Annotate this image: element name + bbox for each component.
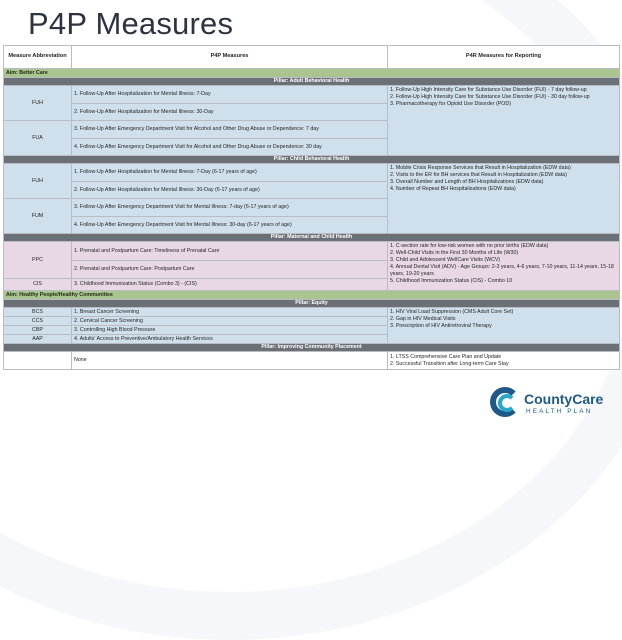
p4p-cell: 1. Follow-Up After Hospitalization for Mental Illness: 7-Day (6-17 years of age)	[72, 164, 388, 182]
p4r-item: 1. LTSS Comprehensive Care Plan and Update	[390, 353, 502, 360]
abbr-cell: FUA	[4, 121, 72, 156]
page-title: P4P Measures	[28, 6, 234, 41]
p4r-item: 2. Well-Child Visits in the First 30 Months of Life (W30)	[390, 249, 519, 256]
p4r-item: 3. Child and Adolescent WellCare Visits (WCV)	[390, 256, 501, 263]
p4r-item: 4. Number of Repeat BH Hospitalizations (EDW data)	[390, 185, 516, 192]
abbr-cell: FUM	[4, 199, 72, 234]
abbr-cell: CCS	[4, 317, 72, 326]
abbr-cell: CIS	[4, 279, 72, 291]
table-row	[4, 86, 620, 104]
p4p-cell: 3. Controlling High Blood Pressure	[72, 326, 388, 335]
countycare-logo	[490, 385, 620, 435]
p4r-item: 2. Successful Transition after Long-term Care Stay	[390, 360, 509, 367]
aim-label: Aim: Healthy People/Healthy Communities	[4, 291, 620, 300]
abbr-cell: AAP	[4, 335, 72, 344]
measures-table-container	[3, 45, 619, 370]
abbr-cell: FUH	[4, 86, 72, 121]
header-abbr: Measure Abbreviation	[4, 46, 72, 69]
p4p-cell: 3. Follow-Up After Emergency Department Visit for Alcohol and Other Drug Abuse or Dependence: 7 day	[72, 121, 388, 139]
p4r-item: 1. Mobile Crisis Response Services that Result in Hospitalization (EDW data)	[390, 165, 571, 171]
header-p4r: P4R Measures for Reporting	[388, 46, 620, 69]
measures-table	[3, 45, 620, 370]
abbr-cell: BCS	[4, 308, 72, 317]
p4p-cell: 2. Prenatal and Postpartum Care: Postpartum Care	[72, 261, 388, 279]
p4r-cell	[388, 164, 620, 234]
pillar-row	[4, 344, 620, 352]
p4p-cell: 1. Prenatal and Postpartum Care: Timeliness of Prenatal Care	[72, 242, 388, 261]
logo-inner-arc-icon	[498, 394, 516, 412]
pillar-row	[4, 234, 620, 242]
p4p-cell: 3. Childhood Immunization Status (Combo 3) - (CIS)	[72, 279, 388, 291]
aim-label: Aim: Better Care	[4, 69, 620, 78]
p4r-item: 2. Gap in HIV Medical Visits	[390, 315, 456, 322]
p4p-cell: 1. Breast Cancer Screening	[72, 308, 388, 317]
p4p-cell: 3. Follow-Up After Emergency Department Visit for Mental Illness: 7-day (6-17 years of age)	[72, 199, 388, 217]
table-row	[4, 164, 620, 182]
aim-row	[4, 69, 620, 78]
pillar-label: Pillar: Child Behavioral Health	[4, 156, 620, 164]
abbr-cell: PPC	[4, 242, 72, 279]
p4r-item: 1. HIV Viral Load Suppression (CMS Adult Core Set)	[390, 309, 514, 315]
pillar-row	[4, 300, 620, 308]
p4r-item: 4. Annual Dental Visit (ADV) - Age Groups: 2-3 years, 4-6 years, 7-10 years, 11-14 years, 15-18 years, 19-20 years	[390, 263, 614, 277]
p4r-item: 3. Prescription of HIV Antiretroviral Therapy	[390, 322, 492, 329]
abbr-cell: CBP	[4, 326, 72, 335]
p4r-item: 5. Childhood Immunization Status (CIS) - Combo 10	[390, 277, 513, 284]
p4r-item: 3. Overall Number and Length of BH Hospitalizations (EDW data)	[390, 178, 544, 185]
p4r-item: 3. Pharmacotherapy for Opioid Use Disorder (POD)	[390, 100, 511, 107]
aim-row	[4, 291, 620, 300]
abbr-cell: FUH	[4, 164, 72, 199]
p4p-cell: 4. Adults' Access to Preventive/Ambulatory Health Services	[72, 335, 388, 344]
pillar-label: Pillar: Equity	[4, 300, 620, 308]
p4r-item: 2. Visits to the ER for BH services that Result in Hospitalization (EDW data)	[390, 171, 567, 178]
pillar-label: Pillar: Improving Community Placement	[4, 344, 620, 352]
pillar-label: Pillar: Maternal and Child Health	[4, 234, 620, 242]
header-p4p: P4P Measures	[72, 46, 388, 69]
p4r-cell	[388, 352, 620, 370]
pillar-label: Pillar: Adult Behavioral Health	[4, 78, 620, 86]
pillar-row	[4, 78, 620, 86]
p4r-item: 2. Follow-Up High Intensity Care for Substance Use Disorder (FUI) - 30 day follow-up	[390, 93, 590, 100]
p4r-item: 1. Follow-Up High Intensity Care for Substance Use Disorder (FUI) - 7 day follow-up	[390, 87, 587, 93]
p4p-cell: None	[72, 352, 388, 370]
p4p-cell: 4. Follow-Up After Emergency Department Visit for Alcohol and Other Drug Abuse or Dependence: 30 day	[72, 139, 388, 156]
p4r-cell	[388, 242, 620, 291]
table-row	[4, 352, 620, 370]
table-row	[4, 242, 620, 261]
logo-name: CountyCare	[524, 391, 604, 407]
logo-subtitle: HEALTH PLAN	[526, 408, 593, 415]
abbr-cell	[4, 352, 72, 370]
table-row	[4, 308, 620, 317]
p4r-item: 1. C-section rate for low-risk women with no prior births (EDW data)	[390, 243, 549, 249]
p4p-cell: 4. Follow-Up After Emergency Department Visit for Mental Illness: 30-day (6-17 years of age)	[72, 217, 388, 234]
p4p-cell: 2. Follow-Up After Hospitalization for Mental Illness: 30-Day (6-17 years of age)	[72, 182, 388, 199]
p4r-cell	[388, 308, 620, 344]
p4p-cell: 2. Follow-Up After Hospitalization for Mental Illness: 30-Day	[72, 104, 388, 121]
p4p-cell: 2. Cervical Cancer Screening	[72, 317, 388, 326]
header-row	[4, 46, 620, 69]
p4r-cell	[388, 86, 620, 156]
pillar-row	[4, 156, 620, 164]
p4p-cell: 1. Follow-Up After Hospitalization for Mental Illness: 7-Day	[72, 86, 388, 104]
